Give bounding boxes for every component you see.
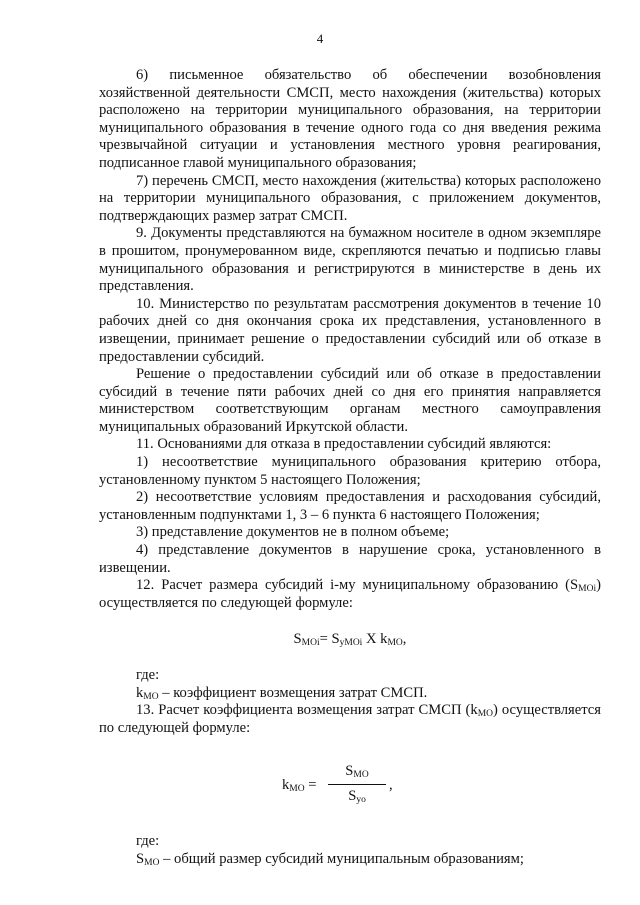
formula-coefficient xyxy=(99,755,601,819)
formula2-lhs-sub: MO xyxy=(289,784,305,795)
formula1-s: S xyxy=(293,631,302,648)
den-sym: S xyxy=(348,787,357,804)
den-sub: yo xyxy=(356,794,366,805)
formula2-lhs-sym: k xyxy=(282,777,290,794)
para13-before: 13. Расчет коэффициента возмещения затрат СМСП (k xyxy=(136,702,478,719)
def-k-sym: k xyxy=(136,684,144,701)
formula2-comma: , xyxy=(389,777,393,794)
paragraph-11: 11. Основаниями для отказа в предоставлении субсидий являются: xyxy=(136,436,552,453)
formula1-k-sub: MO xyxy=(387,638,403,649)
formula1-mult: X k xyxy=(362,631,388,648)
formula1-rhs-sub: yMOi xyxy=(339,638,363,649)
fraction-numerator xyxy=(328,763,386,785)
definition-k xyxy=(99,685,601,703)
where-label-1: где: xyxy=(136,667,160,683)
para12-before: 12. Расчет размера субсидий i-му муниципальному образованию (S xyxy=(136,577,579,594)
def-s-sub: MO xyxy=(144,857,160,868)
formula2-lhs xyxy=(282,777,317,795)
formula-subsidy xyxy=(99,631,601,649)
paragraph-9: 9. Документы представляются на бумажном носителе в одном экземпляре в прошитом, пронумерованном виде, скрепляются печатью и подписью главы муниципального образования и регистрируются в министерстве в день их представления. xyxy=(99,225,601,295)
def-s-sym: S xyxy=(136,850,145,867)
formula1-eq: = S xyxy=(319,631,340,648)
where-label-2: где: xyxy=(136,833,160,850)
def-s-text: – общий размер субсидий муниципальным образованиям; xyxy=(159,850,524,867)
para12-sub: MOi xyxy=(578,584,597,595)
refusal-item-3: 3) представление документов не в полном объеме; xyxy=(136,524,450,541)
paragraph-10: 10. Министерство по результатам рассмотрения документов в течение 10 рабочих дней со дня окончания срока их представления, установленного в извещении, принимает решение о предоставлении субсидий или об отказе в предоставлении субсидий. xyxy=(99,295,601,365)
refusal-item-4: 4) представление документов в нарушение срока, установленного в извещении. xyxy=(99,542,601,576)
def-k-text: – коэффициент возмещения затрат СМСП. xyxy=(158,684,428,701)
page-number: 4 xyxy=(316,31,324,46)
num-sub: MO xyxy=(353,770,369,781)
refusal-item-2: 2) несоответствие условиям предоставления и расходования субсидий, установленным подпунктами 1, 3 – 6 пункта 6 настоящего Положения; xyxy=(99,489,601,523)
formula1-s-sub: MOi xyxy=(301,638,320,649)
paragraph-13 xyxy=(99,702,601,737)
paragraph-12 xyxy=(99,577,601,612)
fraction xyxy=(328,763,386,805)
def-k-sub: MO xyxy=(143,691,159,702)
definition-s xyxy=(99,851,601,869)
paragraph-item-7: 7) перечень СМСП, место нахождения (жительства) которых расположено на территории муниципального образования, с приложением документов, подтверждающих размер затрат СМСП. xyxy=(99,172,601,224)
formula2-eq: = xyxy=(304,777,317,794)
fraction-denominator xyxy=(328,785,386,806)
refusal-item-1: 1) несоответствие муниципального образования критерию отбора, установленному пунктом 5 настоящего Положения; xyxy=(99,454,601,488)
paragraph-item-6: 6) письменное обязательство об обеспечении возобновления хозяйственной деятельности СМСП, место нахождения (жительства) которых расположено на территории муниципального образования, на территории муниципального образования в течение одного года со дня введения режима чрезвычайной ситуации и установления местного уровня реагирования, подписанное главой муниципального образования; xyxy=(99,67,601,171)
para12-after: ) осуществляется по следующей формуле: xyxy=(99,577,601,611)
num-sym: S xyxy=(345,763,354,780)
formula1-tail: , xyxy=(402,631,407,648)
paragraph-decision: Решение о предоставлении субсидий или об отказе в предоставлении субсидий в течение пяти рабочих дней со дня его принятия направляется министерством соответствующим органам местного самоуправления муниципальных образований Иркутской области. xyxy=(99,366,601,435)
para13-after: ) осуществляется по следующей формуле: xyxy=(99,702,601,736)
para13-sub: MO xyxy=(477,709,494,720)
document-body xyxy=(99,67,601,869)
